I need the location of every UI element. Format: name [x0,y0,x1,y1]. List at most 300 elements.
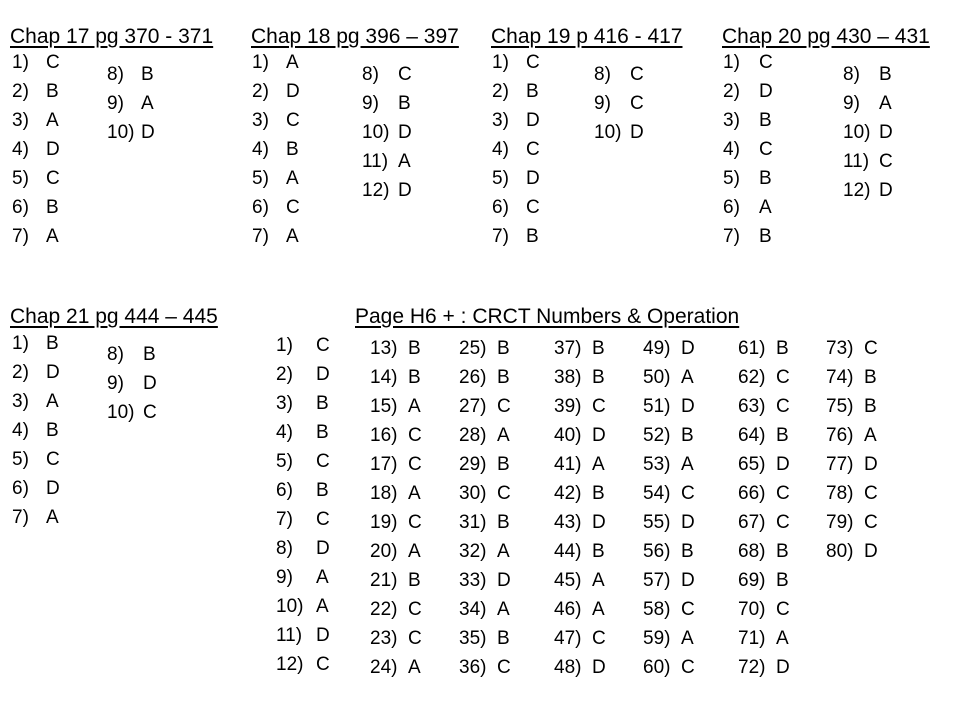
answer-letter: B [592,483,605,504]
answer-row [594,60,644,89]
answer-row [492,135,540,164]
question-number: 29) [459,454,487,475]
answer-row [12,48,60,77]
question-number: 2) [12,362,29,383]
answer-row [12,106,60,135]
answer-row [643,508,695,537]
question-number: 12) [843,180,871,201]
question-number: 6) [12,478,29,499]
answer-row [12,193,60,222]
chap17-answers-1-7 [12,48,60,251]
answer-row [12,503,60,532]
answer-row [370,421,422,450]
question-number: 2) [276,364,293,385]
question-number: 28) [459,425,487,446]
answer-letter: D [864,454,878,475]
chap18-answers-1-7 [252,48,300,251]
answer-letter: C [316,509,330,530]
answer-row [362,147,412,176]
question-number: 9) [362,93,379,114]
answer-row [459,450,511,479]
answer-letter: A [286,168,299,189]
chap17-answers-8-10 [107,60,155,147]
answer-letter: C [408,425,422,446]
answer-letter: B [46,420,59,441]
answer-letter: C [408,628,422,649]
answer-row [276,563,330,592]
question-number: 7) [276,509,293,530]
question-number: 10) [107,122,135,143]
answer-row [643,595,695,624]
answer-row [643,566,695,595]
answer-row [554,566,606,595]
answer-letter: B [398,93,411,114]
answer-letter: B [143,344,156,365]
question-number: 26) [459,367,487,388]
answer-letter: C [316,451,330,472]
answer-letter: A [497,541,510,562]
answer-letter: D [681,570,695,591]
answer-row [370,479,422,508]
answer-letter: D [681,512,695,533]
answer-row [459,508,511,537]
answer-letter: B [316,480,329,501]
answer-row [554,508,606,537]
question-number: 2) [12,81,29,102]
question-number: 10) [107,402,135,423]
answer-letter: B [526,81,539,102]
answer-row [738,334,790,363]
answer-row [643,392,695,421]
question-number: 6) [723,197,740,218]
answer-letter: B [497,454,510,475]
answer-row [738,392,790,421]
chap21-title: Chap 21 pg 444 – 445 [10,305,218,328]
answer-letter: C [46,168,60,189]
question-number: 72) [738,657,766,678]
answer-row [826,508,878,537]
answer-row [843,89,893,118]
question-number: 47) [554,628,582,649]
answer-letter: A [316,567,329,588]
answer-row [276,447,330,476]
answer-letter: C [776,483,790,504]
question-number: 67) [738,512,766,533]
answer-row [107,398,157,427]
question-number: 52) [643,425,671,446]
answer-row [843,60,893,89]
answer-letter: B [776,338,789,359]
question-number: 51) [643,396,671,417]
answer-letter: C [592,396,606,417]
question-number: 12) [276,654,304,675]
question-number: 27) [459,396,487,417]
answer-row [723,135,773,164]
answer-letter: D [286,81,300,102]
answer-row [459,537,511,566]
question-number: 61) [738,338,766,359]
answer-letter: D [879,180,893,201]
answer-letter: A [316,596,329,617]
answer-row [643,537,695,566]
answer-row [362,89,412,118]
question-number: 9) [107,373,124,394]
question-number: 15) [370,396,398,417]
answer-letter: B [316,393,329,414]
question-number: 11) [276,625,303,646]
question-number: 5) [12,449,29,470]
question-number: 8) [594,64,611,85]
question-number: 2) [252,81,269,102]
answer-letter: A [286,226,299,247]
question-number: 76) [826,425,854,446]
answer-row [826,334,878,363]
answer-letter: A [46,110,59,131]
answer-letter: C [526,52,540,73]
question-number: 7) [252,226,269,247]
question-number: 78) [826,483,854,504]
question-number: 20) [370,541,398,562]
answer-row [643,421,695,450]
answer-letter: B [592,367,605,388]
answer-letter: C [776,396,790,417]
answer-letter: A [46,391,59,412]
answer-letter: C [286,197,300,218]
answer-letter: C [316,654,330,675]
answer-letter: A [398,151,411,172]
answer-letter: B [497,512,510,533]
answer-letter: C [864,512,878,533]
answer-letter: C [759,139,773,160]
answer-letter: D [316,538,330,559]
question-number: 71) [738,628,766,649]
answer-row [12,416,60,445]
answer-letter: D [776,454,790,475]
question-number: 7) [12,507,29,528]
answer-letter: A [497,599,510,620]
answer-row [276,476,330,505]
answer-letter: A [879,93,892,114]
question-number: 10) [594,122,622,143]
question-number: 10) [362,122,390,143]
answer-letter: B [286,139,299,160]
answer-row [370,450,422,479]
question-number: 24) [370,657,398,678]
answer-letter: B [776,570,789,591]
question-number: 7) [723,226,740,247]
answer-letter: C [759,52,773,73]
answer-letter: D [141,122,155,143]
chap19-answers-8-10 [594,60,644,147]
chap18-answers-8-12 [362,60,412,205]
answer-letter: A [681,367,694,388]
answer-row [492,48,540,77]
chap21-answers-8-10 [107,340,157,427]
question-number: 2) [723,81,740,102]
question-number: 62) [738,367,766,388]
answer-letter: B [46,81,59,102]
answer-row [370,624,422,653]
answer-row [643,363,695,392]
answer-letter: C [681,657,695,678]
answer-row [459,334,511,363]
question-number: 65) [738,454,766,475]
answer-letter: A [141,93,154,114]
question-number: 25) [459,338,487,359]
question-number: 37) [554,338,582,359]
answer-row [276,389,330,418]
question-number: 30) [459,483,487,504]
answer-row [826,537,878,566]
answer-letter: B [759,226,772,247]
answer-letter: B [776,425,789,446]
answer-row [554,479,606,508]
question-number: 23) [370,628,398,649]
question-number: 3) [12,391,29,412]
answer-letter: C [46,52,60,73]
answer-row [738,624,790,653]
question-number: 40) [554,425,582,446]
answer-letter: C [776,367,790,388]
crct-answers-73-80 [826,334,878,566]
answer-row [826,421,878,450]
question-number: 73) [826,338,854,359]
question-number: 33) [459,570,487,591]
answer-letter: A [497,425,510,446]
answer-letter: A [46,507,59,528]
question-number: 45) [554,570,582,591]
answer-row [107,340,157,369]
chap17-title: Chap 17 pg 370 - 371 [10,25,214,48]
answer-letter: D [526,168,540,189]
question-number: 4) [252,139,269,160]
answer-letter: C [630,93,644,114]
question-number: 77) [826,454,854,475]
answer-row [554,624,606,653]
answer-letter: C [879,151,893,172]
question-number: 9) [843,93,860,114]
answer-row [826,392,878,421]
question-number: 3) [276,393,293,414]
crct-answers-1-12 [276,331,330,679]
answer-row [362,118,412,147]
question-number: 42) [554,483,582,504]
answer-letter: D [776,657,790,678]
answer-row [554,363,606,392]
question-number: 35) [459,628,487,649]
answer-letter: D [316,364,330,385]
question-number: 39) [554,396,582,417]
question-number: 9) [107,93,124,114]
answer-row [738,363,790,392]
answer-letter: C [681,483,695,504]
answer-letter: D [592,425,606,446]
chap19-answers-1-7 [492,48,540,251]
question-number: 64) [738,425,766,446]
answer-row [252,222,300,251]
answer-row [276,360,330,389]
answer-row [362,176,412,205]
question-number: 49) [643,338,671,359]
crct-answers-13-24 [370,334,422,682]
answer-row [276,331,330,360]
answer-letter: B [408,338,421,359]
question-number: 68) [738,541,766,562]
answer-row [107,118,155,147]
question-number: 75) [826,396,854,417]
answer-row [370,595,422,624]
question-number: 6) [492,197,509,218]
question-number: 3) [252,110,269,131]
question-number: 11) [843,151,870,172]
answer-row [370,653,422,682]
answer-letter: A [46,226,59,247]
question-number: 4) [276,422,293,443]
answer-letter: C [864,338,878,359]
question-number: 34) [459,599,487,620]
question-number: 11) [362,151,389,172]
answer-row [492,164,540,193]
answer-letter: C [408,599,422,620]
answer-row [554,392,606,421]
question-number: 60) [643,657,671,678]
question-number: 9) [276,567,293,588]
answer-row [459,624,511,653]
answer-row [252,106,300,135]
answer-row [643,334,695,363]
answer-letter: B [316,422,329,443]
answer-letter: B [592,541,605,562]
question-number: 1) [252,52,269,73]
crct-title: Page H6 + : CRCT Numbers & Operation [355,305,740,328]
chap19-title: Chap 19 p 416 - 417 [491,25,683,48]
answer-row [492,222,540,251]
answer-letter: A [286,52,299,73]
answer-row [738,421,790,450]
answer-letter: B [592,338,605,359]
answer-row [459,479,511,508]
question-number: 54) [643,483,671,504]
chap20-title: Chap 20 pg 430 – 431 [722,25,930,48]
question-number: 58) [643,599,671,620]
question-number: 44) [554,541,582,562]
question-number: 1) [12,333,29,354]
answer-letter: A [408,541,421,562]
question-number: 6) [12,197,29,218]
answer-row [12,358,60,387]
chap20-answers-8-12 [843,60,893,205]
question-number: 12) [362,180,390,201]
answer-row [738,566,790,595]
answer-letter: D [398,180,412,201]
answer-row [554,653,606,682]
answer-letter: B [864,396,877,417]
answer-row [594,118,644,147]
question-number: 50) [643,367,671,388]
question-number: 48) [554,657,582,678]
answer-letter: B [141,64,154,85]
answer-row [492,106,540,135]
answer-letter: C [776,599,790,620]
answer-row [370,392,422,421]
answer-letter: C [398,64,412,85]
answer-row [252,48,300,77]
answer-letter: B [408,570,421,591]
question-number: 66) [738,483,766,504]
answer-row [107,369,157,398]
question-number: 8) [843,64,860,85]
question-number: 63) [738,396,766,417]
answer-letter: C [864,483,878,504]
answer-row [12,445,60,474]
answer-letter: A [408,396,421,417]
question-number: 10) [276,596,304,617]
answer-letter: B [776,541,789,562]
question-number: 17) [370,454,398,475]
answer-letter: B [759,168,772,189]
answer-row [370,508,422,537]
answer-row [459,653,511,682]
question-number: 22) [370,599,398,620]
question-number: 5) [12,168,29,189]
answer-letter: B [497,367,510,388]
question-number: 31) [459,512,487,533]
answer-row [738,479,790,508]
answer-letter: C [630,64,644,85]
answer-row [459,421,511,450]
answer-letter: B [408,367,421,388]
answer-letter: C [681,599,695,620]
question-number: 4) [12,420,29,441]
crct-answers-61-72 [738,334,790,682]
answer-row [12,387,60,416]
answer-row [492,77,540,106]
answer-row [643,624,695,653]
question-number: 56) [643,541,671,562]
question-number: 1) [492,52,509,73]
answer-row [12,164,60,193]
answer-letter: C [497,657,511,678]
crct-answers-37-48 [554,334,606,682]
answer-row [594,89,644,118]
question-number: 8) [107,344,124,365]
question-number: 16) [370,425,398,446]
answer-letter: C [286,110,300,131]
answer-letter: A [592,570,605,591]
answer-row [738,508,790,537]
question-number: 7) [492,226,509,247]
answer-row [459,595,511,624]
answer-letter: D [497,570,511,591]
answer-letter: A [776,628,789,649]
question-number: 43) [554,512,582,533]
chap18-title: Chap 18 pg 396 – 397 [251,25,459,48]
answer-row [843,118,893,147]
question-number: 55) [643,512,671,533]
question-number: 70) [738,599,766,620]
question-number: 8) [362,64,379,85]
answer-row [459,566,511,595]
question-number: 53) [643,454,671,475]
answer-letter: D [864,541,878,562]
answer-row [826,479,878,508]
answer-letter: A [408,657,421,678]
answer-letter: D [46,362,60,383]
answer-row [738,537,790,566]
question-number: 9) [594,93,611,114]
question-number: 10) [843,122,871,143]
answer-row [723,222,773,251]
